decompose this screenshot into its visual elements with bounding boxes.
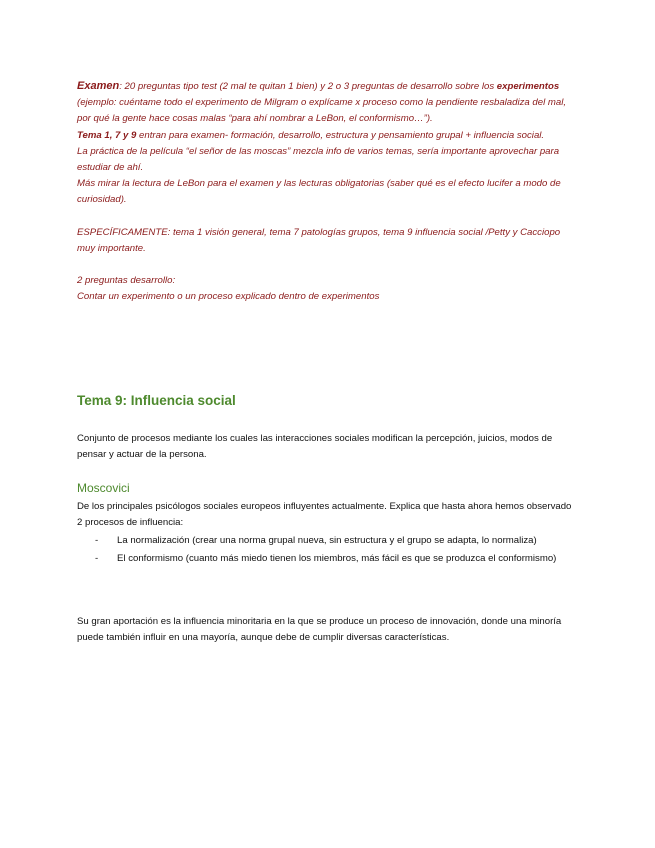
section-intro: Conjunto de procesos mediante los cuales las interacciones sociales modifican la percepción, juicios, modos de pensar y actuar de la persona.	[77, 433, 553, 461]
spacer	[77, 257, 572, 273]
exam-notes-text: entran para examen- formación, desarrollo, estructura y pensamiento grupal + influencia social.	[136, 129, 545, 141]
exam-label: Examen	[77, 80, 120, 92]
section-title: Tema 9: Influencia social	[77, 393, 236, 408]
exam-notes-paragraph-7: Contar un experimento o un proceso explicado dentro de experimentos	[77, 291, 380, 303]
subsection-title: Moscovici	[77, 481, 130, 495]
exam-notes	[77, 78, 572, 305]
exam-notes-text: (ejemplo: cuéntame todo el experimento de Milgram o explícame x proceso como la pendiente resbaladiza del mal, por qué la gente hace cosas malas “para ahí nombrar a LeBon, el conformismo…”).	[77, 97, 567, 125]
influence-process-list	[95, 533, 572, 569]
list-item	[95, 551, 572, 567]
topics-bold: Tema 1, 7 y 9	[77, 129, 137, 141]
exam-notes-paragraph-1	[77, 78, 572, 128]
spacer	[77, 209, 572, 225]
list-item-text: El conformismo (cuanto más miedo tienen los miembros, más fácil es que se produzca el conformismo)	[117, 553, 557, 565]
exam-notes-paragraph-6: 2 preguntas desarrollo:	[77, 275, 176, 287]
exam-notes-text: : 20 preguntas tipo test (2 mal te quitan 1 bien) y 2 o 3 preguntas de desarrollo sobre los	[119, 81, 497, 92]
exam-notes-paragraph-5: ESPECÍFICAMENTE: tema 1 visión general, tema 7 patologías grupos, tema 9 influencia social /Petty y Cacciopo muy importante.	[77, 226, 561, 254]
exam-notes-paragraph-2	[77, 128, 572, 144]
list-dash: -	[95, 553, 99, 565]
closing-paragraph: Su gran aportación es la influencia minoritaria en la que se produce un proceso de innovación, donde una minoría puede también influir en una mayoría, aunque debe de cumplir diversas características.	[77, 616, 562, 644]
subsection-text: De los principales psicólogos sociales europeos influyentes actualmente. Explica que hasta ahora hemos observado 2 procesos de influencia:	[77, 501, 572, 529]
list-item-text: La normalización (crear una norma grupal nueva, sin estructura y el grupo se adapta, lo normaliza)	[117, 535, 537, 546]
exam-notes-paragraph-3: La práctica de la película “el señor de las moscas” mezcla info de varios temas, sería importante aprovechar para estudiar de ahí.	[77, 145, 560, 174]
list-dash: -	[95, 535, 99, 546]
experiments-bold: experimentos	[496, 81, 560, 92]
exam-notes-paragraph-4: Más mirar la lectura de LeBon para el examen y las lecturas obligatorias (saber qué es el efecto lucifer a modo de curiosidad).	[77, 178, 561, 206]
list-item	[95, 533, 572, 549]
